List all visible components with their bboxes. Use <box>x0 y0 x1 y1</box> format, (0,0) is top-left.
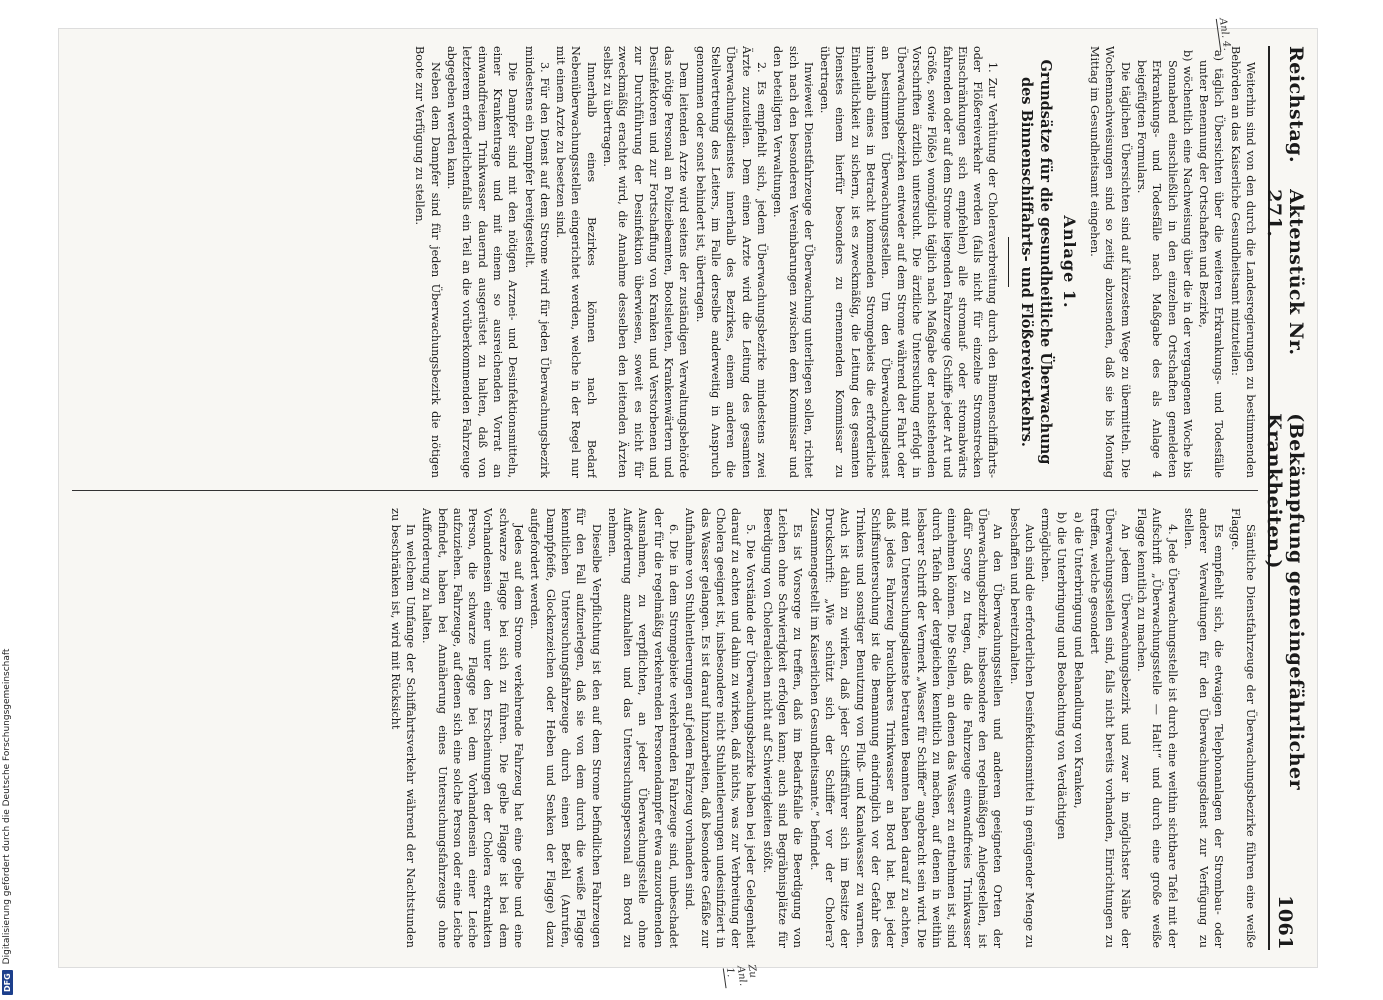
paragraph: ermöglichen. <box>1039 508 1053 583</box>
left-column <box>72 46 1258 478</box>
publication-name: Reichstag. <box>1285 46 1307 164</box>
document-number: Aktenstück Nr. 271. <box>1263 189 1307 356</box>
list-item: a) täglich Übersichten über die weiteren Erkrankungs- und Todesfälle unter Benennung der Ortschaften und Bezirke, <box>1197 50 1226 478</box>
paragraph: Die täglichen Übersichten sind auf kürzestem Wege zu übermitteln. Die Wochennachweisungen sind so zeitig abzusenden, daß sie bis Montag Mittag im Gesundheitsamt eingehen. <box>1088 46 1132 478</box>
paragraph: Weiterhin sind von den durch die Landesregierungen zu bestimmenden Behörden an das Kaiserliche Gesundheitsamt mitzuteilen: <box>1228 46 1257 478</box>
paragraph: Inwieweit Dienstfahrzeuge der Überwachung unterliegen sollen, richtet sich nach den besonderen Vereinbarungen zwischen dem Kommissar und den beteiligten Verwaltungen. <box>771 46 815 478</box>
paragraph: 3. Für den Dienst auf dem Strome wird für jeden Überwachungsbezirk mindestens ein Dampfer bereitgestellt. <box>522 46 551 478</box>
annex-title: Anlage 1. <box>1059 215 1079 309</box>
rotated-page <box>58 17 1318 987</box>
paragraph: 6. Die in dem Stromgebiete verkehrenden Fahrzeuge sind, unbeschadet der für die regelmäßig verkehrenden Personendampfer etwa anzuordnenden Ausnahmen, zu verpflichten, an jeder Überwachungsstelle ohne Aufforderung anzuhalten und das Untersuchungspersonal an Bord zu nehmen. <box>605 508 681 948</box>
margin-note-right: Zu Anl. 1. <box>723 963 759 987</box>
paragraph: 4. Jede Überwachungsstelle ist durch eine weithin sichtbare Tafel mit der Aufschrift „Überwachungsstelle — Halt!“ und durch eine große weiße Flagge kenntlich zu machen. <box>1134 508 1179 948</box>
list-item: b) wöchentlich eine Nachweisung über die in der vergangenen Woche bis Sonnabend einschließlich in den einzelnen Ortschaften gemeldeten Erkrankungs- und Todesfälle nach Maßgabe des als Anlage 4 beigefügten Formulars. <box>1134 50 1194 478</box>
paragraph: Innerhalb eines Bezirkes können nach Bedarf Nebenüberwachungsstellen eingerichtet werden, welche in der Regel nur mit einem Arzte zu besetzen sind. <box>554 46 598 478</box>
paragraph: Dieselbe Verpflichtung ist den auf dem Strome befindlichen Fahrzeugen für den Fall aufzuerlegen, daß sie von dem durch die weiße Flagge kenntlichen Untersuchungsfahrzeuge durch einen Befehl (Anrufen, Dampfpfeife, Glockenzeichen oder Heben und Senken der Flagge) dazu aufgefordert werden. <box>528 508 603 948</box>
paragraph: Die Dampfer sind mit den nötigen Arznei- und Desinfektionsmitteln, einer Krankentrage und mit einem so ausreichenden Vorrat an einwandfreiem Trinkwasser dauernd ausgerüstet zu halten, daß von letzterem erforderlichenfalls ein Teil an die vorüberkommenden Fahrzeuge abgegeben werden kann. <box>445 46 520 478</box>
annex-heading: Grundsätze für die gesundheitliche Überwachung des Binnenschiffahrts- und Flößereiverkehrs. <box>1018 59 1055 465</box>
credit-text: Digitalisierung gefördert durch die Deutsche Forschungsgemeinschaft <box>2 648 12 965</box>
dfg-logo: DFG <box>2 970 13 995</box>
paragraph: Es ist Vorsorge zu treffen, daß im Bedarfsfalle die Beerdigung von Leichen ohne Schwierigkeit erfolgen kann; auch sind Begräbnisplätze für Beerdigung von Choleraleichen nicht auf Schwierigkeiten stößt. <box>760 508 805 948</box>
right-column <box>72 508 1258 948</box>
paragraph: Neben dem Dampfer sind für jeden Überwachungsbezirk die nötigen Boote zur Verfügung zu stellen. <box>413 46 442 478</box>
paragraph: An den Überwachungsstellen und anderen geeigneten Orten der Überwachungsbezirke, insbesondere den regelmäßigen Anlegestellen, ist dafür Sorge zu tragen, daß die Fahrzeuge einwandfreies Trinkwasser einnehmen können. Die Stellen, an denen das Wasser zu entnehmen ist, sind durch Tafeln oder dergleichen kenntlich zu machen, auf denen in weithin lesbarer Schrift der Vermerk „Wasser für Schiffer“ angebracht sein wird. Die mit den Untersuchungsdienste betrauten Beamten haben darauf zu achten, daß jedes Fahrzeug brauchbares Trinkwasser an Bord hat. Bei jeder Schiffsuntersuchung ist die Bemannung eindringlich vor der Gefahr des Trinkens und sonstiger Benutzung von Fluß- und Kanalwasser zu warnen. Auch ist dahin zu wirken, daß jeder Schiffsführer sich im Besitze der Druckschrift: „Wie schützt sich der Schiffer vor der Cholera? Zusammengestellt im Kaiserlichen Gesundheitsamte.“ befindet. <box>807 508 1005 948</box>
paragraph: Es empfiehlt sich, die etwaigen Telephonanlagen der Strombau- oder anderer Verwaltungen für den Überwachungsdienst zur Verfügung zu stellen. <box>1181 508 1226 948</box>
paragraph: Dem leitenden Arzte wird seitens der zuständigen Verwaltungsbehörde das nötige Personal an Polizeibeamten, Bootsleuten, Krankenwärtern und Desinfektoren und zur Fortschaffung von Kranken und Verstorbenen und zur Durchführung der Desinfektion überwiesen, soweit es nicht für zweckmäßig erachtet wird, die Annahme desselben den leitenden Ärzten selbst zu übertragen. <box>601 46 691 478</box>
list-item: a) die Unterbringung und Behandlung von Kranken, <box>1071 512 1085 809</box>
paragraph: Auch sind die erforderlichen Desinfektionsmittel in genügender Menge zu beschaffen und bereitzuhalten. <box>1007 508 1036 948</box>
page-header <box>1263 46 1307 950</box>
list-item: b) die Unterbringung und Beobachtung von Verdächtigen <box>1055 512 1069 840</box>
paragraph: Sämtliche Dienstfahrzeuge der Überwachungsbezirke führen eine weiße Flagge. <box>1228 508 1257 948</box>
paragraph: In welchem Umfange der Schiffahrtsverkehr während der Nachtstunden zu beschränken ist, wird mit Rücksicht <box>388 508 417 948</box>
paragraph: 2. Es empfiehlt sich, jedem Überwachungsbezirke mindestens zwei Ärzte zuzuteilen. Dem einen Arzte wird die Leitung des gesamten Überwachungsdienstes innerhalb des Bezirkes, einem anderen die Stellvertretung des Leiters, im Falle derselbe anderweitig in Anspruch genommen oder sonst behindert ist, übertragen. <box>693 46 768 478</box>
document-subject: (Bekämpfung gemeingefährlicher Krankheiten.) <box>1263 413 1307 791</box>
margin-note-left: Anl. 4. <box>1216 17 1233 52</box>
paragraph: 5. Die Vorstände der Überwachungsbezirke haben bei jeder Gelegenheit darauf zu achten und dahin zu wirken, daß nichts, was zur Verbreitung der Cholera geeignet ist, insbesondere nicht Stuhlentleerungen undesinfiziert in das Wasser gelangen. Es ist darauf hinzuarbeiten, daß besondere Gefäße zur Aufnahme von Stuhlentleerungen auf jedem Fahrzeug vorhanden sind. <box>683 508 758 948</box>
paragraph: An jedem Überwachungsbezirk und zwar in möglichster Nähe der Überwachungsstellen sind, falls nicht bereits vorhanden, Einrichtungen zu treffen, welche gesondert <box>1088 508 1132 948</box>
divider <box>1008 237 1009 287</box>
column-divider <box>72 490 1258 491</box>
paragraph: 1. Zur Verhütung der Choleraverbreitung durch den Binnenschiffahrts- oder Flößereiverkehr werden (falls nicht für einzelne Stromstrecken Einschränkungen sich empfehlen) alle stromauf- oder stromabwärts fahrenden oder auf dem Strome liegenden Fahrzeuge (Schiffe jeder Art und Größe, sowie Flöße) womöglich täglich nach Maßgabe der nachstehenden Vorschriften ärztlich untersucht. Die ärztliche Untersuchung erfolgt in Überwachungsbezirken entweder auf dem Strome während der Fahrt oder an bestimmten Überwachungsstellen. Um den Überwachungsdienst innerhalb eines in Betracht kommenden Stromgebiets die erforderliche Einheitlichkeit zu sichern, ist es zweckmäßig, die Leitung des gesamten Dienstes einem hierfür besonders zu ernennenden Kommissar zu übertragen. <box>818 46 1000 478</box>
paragraph: Jedes auf dem Strome verkehrende Fahrzeug hat eine gelbe und eine schwarze Flagge bei sich zu führen. Die gelbe Flagge ist bei dem Vorhandensein einer unter den Erscheinungen der Cholera erkrankten Person, die schwarze Flagge bei dem Vorhandensein einer Leiche aufzuziehen. Fahrzeuge, auf denen sich eine solche Person oder eine Leiche befindet, haben bei Annäherung eines Untersuchungsfahrzeugs ohne Aufforderung zu halten. <box>420 508 526 948</box>
digitization-credit <box>0 0 14 995</box>
page-number: 1061 <box>1274 895 1296 950</box>
